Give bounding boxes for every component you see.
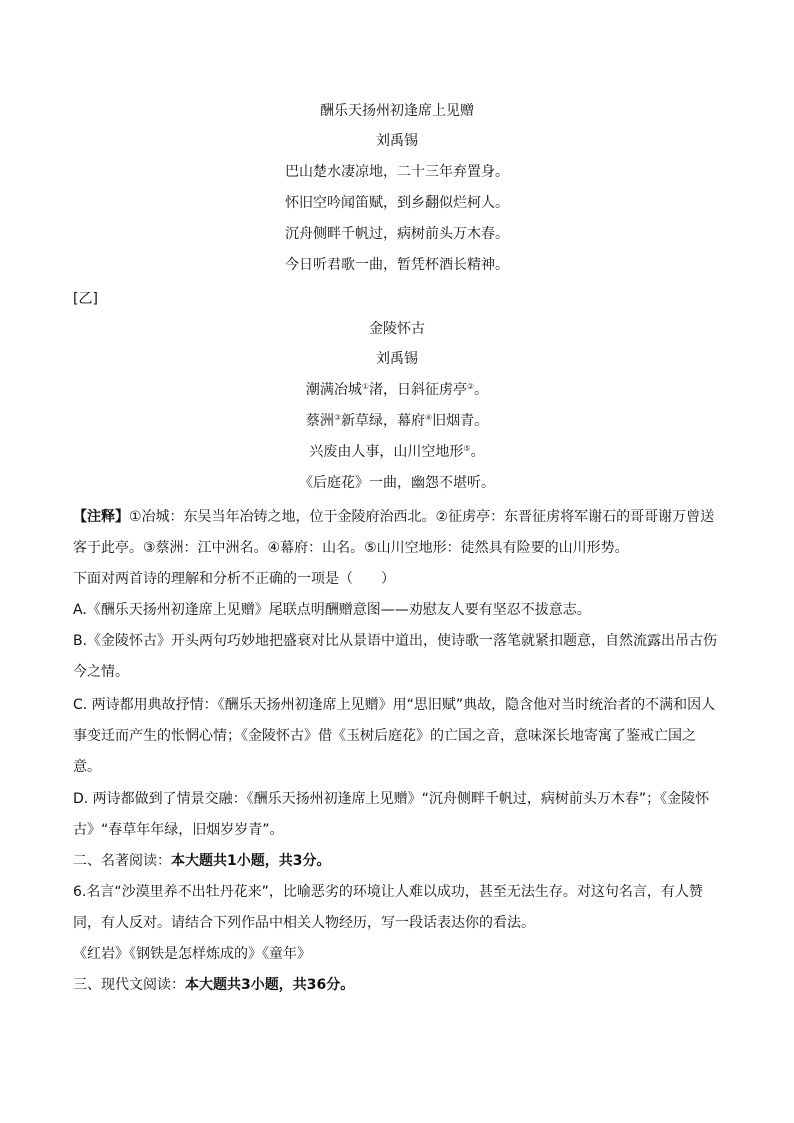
footnote-mark: ⑤ [463,444,471,453]
poem-yi [0,314,794,499]
poem-title: 酬乐天扬州初逢席上见赠 [320,103,474,119]
footnote-mark: ② [467,382,475,391]
option-b: B.《金陵怀古》开头两句巧妙地把盛衰对比从景语中道出，使诗歌一落笔就紧扣题意，自然流露出吊古伤今之情。 [73,633,718,680]
poem-line: 《后庭花》一曲，幽怨不堪听。 [299,475,495,491]
poem-title: 金陵怀古 [369,321,425,337]
section-2-heading [73,846,723,877]
poem-line: 潮满冶城①渚，日斜征虏亭②。 [305,382,489,398]
notes-label: 【注释】 [73,509,129,525]
section-2-prefix: 二、名著阅读： [73,853,171,869]
poem-line: 今日听君歌一曲，暂凭杯酒长精神。 [285,257,509,273]
option-c: C. 两诗都用典故抒情：《酬乐天扬州初逢席上见赠》用“思旧赋”典故，隐含他对当时统治者的不满和因人事变迁而产生的怅惘心情；《金陵怀古》借《玉树后庭花》的亡国之音，意味深长地寄寓了鉴戒亡国之意。 [73,697,716,775]
notes-text: ①冶城：东吴当年冶铸之地，位于金陵府治西北。②征虏亭：东晋征虏将军谢石的哥哥谢万曾送客于此亭。③蔡洲：江中洲名。④幕府：山名。⑤山川空地形：徒然具有险要的山川形势。 [73,509,715,556]
annotation-notes [73,502,723,564]
poem-line: 沉舟侧畔千帆过，病树前头万木春。 [285,226,509,242]
poem-line: 兴废由人事，山川空地形⑤。 [309,444,485,460]
question-6: 6.名言“沙漠里养不出牡丹花来”，比喻恶劣的环境让人难以成功，甚至无法生存。对这句名言，有人赞同，有人反对。请结合下列作品中相关人物经历，写一段话表达你的看法。 [73,884,703,931]
poem-author: 刘禹锡 [376,133,418,149]
poem-line: 巴山楚水凄凉地，二十三年弃置身。 [285,164,509,180]
option-d: D. 两诗都做到了情景交融：《酬乐天扬州初逢席上见赠》“沉舟侧畔千帆过，病树前头万木春”；《金陵怀古》“春草年年绿，旧烟岁岁青”。 [73,791,710,838]
poem-yi-label: [乙] [73,291,98,307]
question-5-stem: 下面对两首诗的理解和分析不正确的一项是（ ） [73,571,395,587]
poem-jia [0,96,794,281]
section-3-info: 本大题共3小题，共36分。 [185,977,355,993]
section-3-heading [73,970,723,1001]
poem-line: 蔡洲③新草绿，幕府④旧烟青。 [305,413,489,429]
footnote-mark: ④ [425,413,433,422]
poem-line: 怀旧空吟闻笛赋，到乡翻似烂柯人。 [285,195,509,211]
footnote-mark: ① [361,382,369,391]
section-3-prefix: 三、现代文阅读： [73,977,185,993]
section-2-info: 本大题共1小题，共3分。 [171,853,331,869]
option-a: A.《酬乐天扬州初逢席上见赠》尾联点明酬赠意图——劝慰友人要有坚忍不拔意志。 [73,602,591,618]
poem-author: 刘禹锡 [376,351,418,367]
footnote-mark: ③ [333,413,341,422]
question-6-books: 《红岩》《钢铁是怎样炼成的》《童年》 [73,946,311,962]
